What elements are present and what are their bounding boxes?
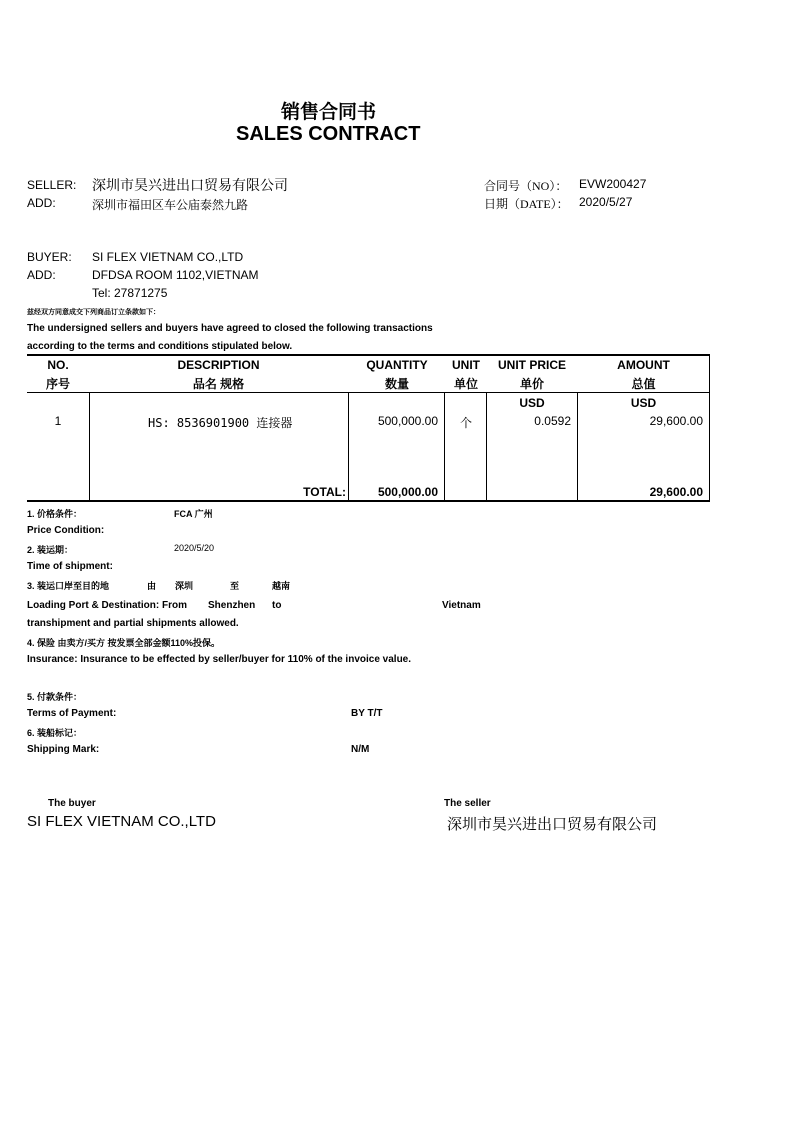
- buyer-signature-label: The buyer: [48, 798, 96, 809]
- row-unit-price: 0.0592: [534, 414, 571, 428]
- term-3-zh: 3. 装运口岸至目的地: [27, 581, 110, 591]
- term-4-en: Insurance: Insurance to be effected by seller/buyer for 110% of the invoice value.: [27, 654, 412, 665]
- header-no-zh: 序号: [45, 377, 70, 391]
- buyer-add-label: ADD:: [27, 268, 56, 282]
- header-amount: AMOUNT: [617, 358, 670, 372]
- seller-label: SELLER:: [27, 178, 77, 192]
- contract-date: 2020/5/27: [579, 195, 633, 209]
- term-1-zh: 1. 价格条件：: [27, 509, 83, 519]
- header-no: NO.: [47, 358, 69, 372]
- col-divider: [348, 392, 349, 501]
- term-2-value: 2020/5/20: [174, 543, 215, 553]
- currency-amount: USD: [630, 396, 657, 410]
- table-bottom-border: [27, 500, 710, 502]
- seller-signature-label: The seller: [444, 798, 491, 809]
- term-6-zh: 6. 装船标记：: [27, 728, 83, 738]
- buyer-signature-name: SI FLEX VIETNAM CO.,LTD: [27, 813, 216, 830]
- buyer-address: DFDSA ROOM 1102,VIETNAM: [92, 268, 259, 282]
- seller-name: 深圳市昊兴进出口贸易有限公司: [92, 179, 288, 194]
- col-divider: [444, 392, 445, 501]
- term-3-dest-zh: 越南: [272, 581, 291, 591]
- table-right-border: [709, 354, 710, 501]
- buyer-name: SI FLEX VIETNAM CO.,LTD: [92, 250, 244, 264]
- buyer-tel: Tel: 27871275: [92, 286, 168, 300]
- header-unit-zh: 单位: [453, 377, 478, 391]
- col-divider: [89, 392, 90, 501]
- row-quantity: 500,000.00: [377, 414, 438, 428]
- table-top-border: [27, 354, 710, 356]
- intro-en-1: The undersigned sellers and buyers have agreed to closed the following transactions: [27, 323, 433, 334]
- term-3-to-en: to: [272, 600, 282, 611]
- header-quantity: QUANTITY: [366, 358, 428, 372]
- seller-address: 深圳市福田区车公庙泰然九路: [92, 198, 249, 212]
- header-quantity-zh: 数量: [384, 377, 409, 391]
- header-unit-price-zh: 单价: [519, 377, 544, 391]
- seller-add-label: ADD:: [27, 196, 56, 210]
- header-divider: [27, 392, 710, 393]
- term-5-en: Terms of Payment:: [27, 708, 117, 719]
- term-5-value: BY T/T: [351, 708, 383, 719]
- term-2-en: Time of shipment:: [27, 561, 113, 572]
- term-3-port-zh: 深圳: [175, 581, 194, 591]
- term-3-port-en: Shenzhen: [208, 600, 256, 611]
- seller-signature-name: 深圳市昊兴进出口贸易有限公司: [447, 817, 658, 833]
- term-3-en: Loading Port & Destination: From: [27, 600, 187, 611]
- intro-zh: 兹经双方同意成交下列商品订立条款如下：: [27, 309, 160, 316]
- currency-price: USD: [519, 396, 545, 410]
- term-1-value: FCA 广州: [174, 509, 213, 519]
- contract-no: EVW200427: [579, 177, 647, 191]
- total-label: TOTAL:: [303, 485, 346, 499]
- header-description: DESCRIPTION: [177, 358, 260, 372]
- term-1-en: Price Condition:: [27, 525, 105, 536]
- term-6-value: N/M: [351, 744, 370, 755]
- row-unit: 个: [459, 416, 472, 430]
- contract-no-label: 合同号（NO）：: [484, 179, 568, 193]
- term-3-dest-en: Vietnam: [442, 600, 481, 611]
- term-3-transhipment: transhipment and partial shipments allowed.: [27, 618, 239, 629]
- intro-en-2: according to the terms and conditions stipulated below.: [27, 341, 293, 352]
- contract-date-label: 日期（DATE）：: [484, 197, 569, 211]
- header-description-zh: 品名 规格: [192, 377, 245, 391]
- term-4-zh: 4. 保险 由卖方/买方 按发票全部金额110%投保。: [27, 638, 221, 648]
- term-3-from-zh: 由: [147, 581, 157, 591]
- term-2-zh: 2. 装运期：: [27, 545, 74, 555]
- row-description: HS: 8536901900 连接器: [148, 416, 293, 430]
- row-amount: 29,600.00: [649, 414, 703, 428]
- row-no: 1: [54, 414, 62, 428]
- term-3-to-zh: 至: [230, 581, 240, 591]
- buyer-label: BUYER:: [27, 250, 72, 264]
- total-amount: 29,600.00: [649, 485, 703, 499]
- term-5-zh: 5. 付款条件：: [27, 692, 83, 702]
- title-zh: 销售合同书: [281, 102, 377, 123]
- header-unit: UNIT: [452, 358, 480, 372]
- total-quantity: 500,000.00: [377, 485, 438, 499]
- title-en: SALES CONTRACT: [236, 123, 421, 145]
- header-unit-price: UNIT PRICE: [497, 358, 566, 372]
- header-amount-zh: 总值: [631, 377, 656, 391]
- term-6-en: Shipping Mark:: [27, 744, 100, 755]
